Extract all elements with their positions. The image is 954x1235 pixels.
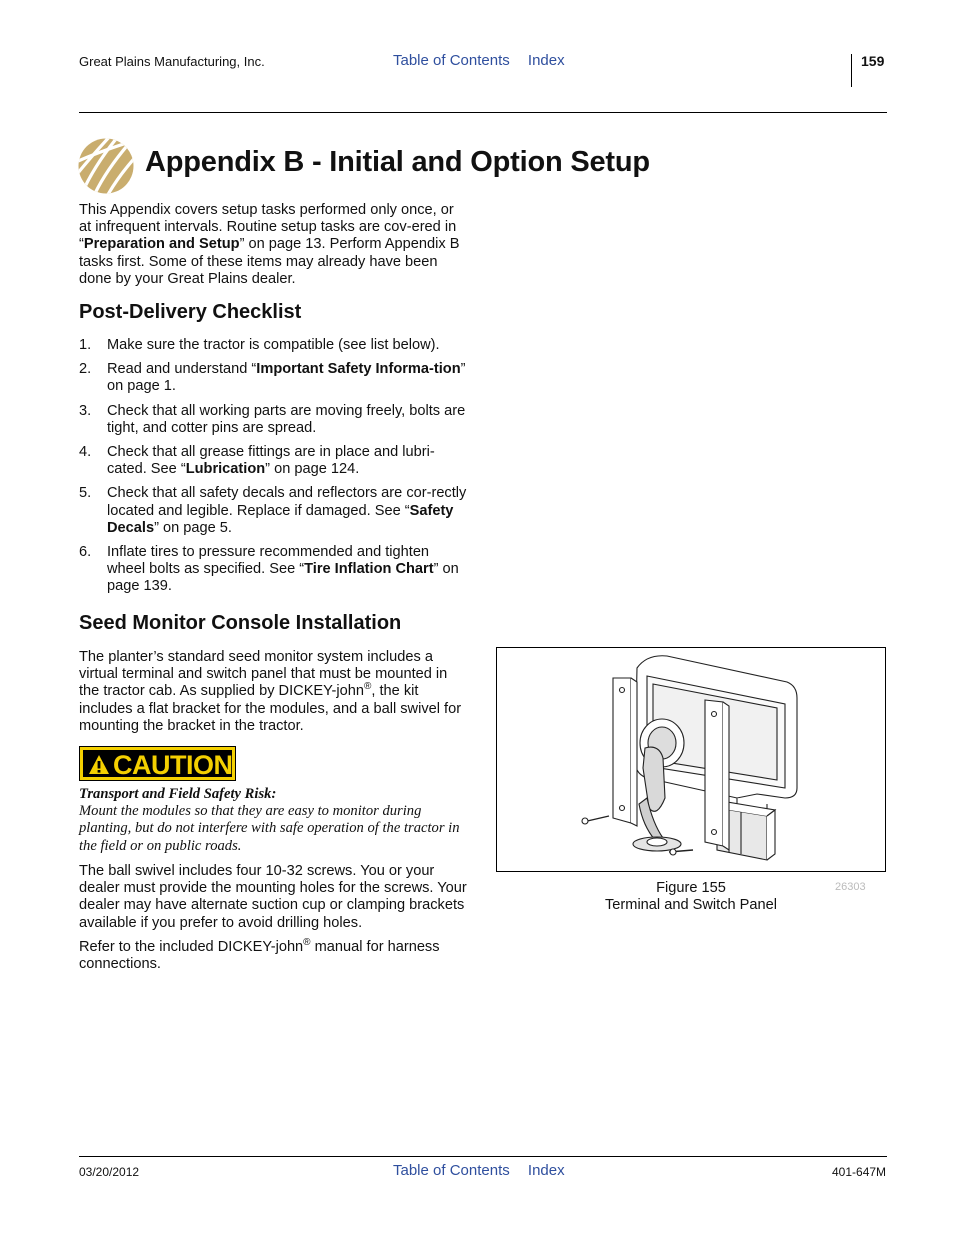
step-text-post: ” on page 1. bbox=[107, 361, 466, 395]
caution-label bbox=[79, 746, 236, 781]
footer-rule bbox=[79, 1156, 887, 1157]
warning-triangle-icon bbox=[88, 754, 110, 776]
footer-nav bbox=[393, 1162, 579, 1179]
figure-id: 26303 bbox=[835, 881, 866, 893]
step-number: 1. bbox=[79, 337, 92, 353]
intro-xref[interactable]: Preparation and Setup bbox=[83, 236, 240, 253]
seed-monitor-paragraph-1 bbox=[79, 649, 469, 735]
step-number: 4. bbox=[79, 444, 92, 461]
step-text-post: ” on page 139. bbox=[107, 561, 459, 595]
step-text: Check that all grease fittings are in place and lubri-cated. See “ bbox=[107, 444, 435, 478]
footer-index-link[interactable]: Index bbox=[527, 1162, 565, 1179]
list-item bbox=[79, 361, 469, 395]
header-rule bbox=[79, 112, 887, 113]
intro-paragraph bbox=[79, 202, 469, 288]
checklist-heading: Post-Delivery Checklist bbox=[79, 301, 302, 323]
terminal-and-switch-panel-illustration bbox=[497, 648, 885, 871]
caution-word: CAUTION bbox=[113, 750, 233, 780]
p3-text-a: Refer to the included DICKEY-john bbox=[79, 939, 304, 955]
step-xref[interactable]: Safety Decals bbox=[107, 502, 454, 536]
step-number: 5. bbox=[79, 485, 92, 502]
figure-frame bbox=[496, 647, 886, 872]
step-number: 2. bbox=[79, 361, 92, 378]
step-text: Inflate tires to pressure recommended and tighten wheel bolts as specified. See “ bbox=[107, 544, 430, 578]
header-toc-link[interactable]: Table of Contents bbox=[393, 52, 510, 69]
footer-doc-number: 401-647M bbox=[832, 1165, 887, 1179]
step-text-post: ” on page 124. bbox=[265, 461, 360, 478]
list-item bbox=[79, 403, 469, 437]
registered-mark: ® bbox=[364, 681, 372, 693]
step-text-post: ” on page 5. bbox=[154, 519, 232, 536]
header-nav bbox=[393, 52, 579, 69]
caution-text: Mount the modules so that they are easy to monitor during planting, but do not interfere with safe operation of the tractor in the field or on public roads. bbox=[79, 803, 460, 854]
header-index-link[interactable]: Index bbox=[527, 52, 565, 69]
list-item bbox=[79, 337, 469, 354]
great-plains-logo-icon bbox=[78, 138, 134, 194]
figure-number: Figure 155 bbox=[656, 880, 726, 896]
intro-text-2: ” on page 13. Perform Appendix B tasks first. Some of these items may already have been done by your Great Plains dealer. bbox=[79, 236, 460, 287]
seed-monitor-heading: Seed Monitor Console Installation bbox=[79, 612, 402, 634]
step-text: Check that all working parts are moving freely, bolts are tight, and cotter pins are spread. bbox=[107, 402, 466, 436]
caution-message bbox=[79, 786, 469, 855]
step-number: 3. bbox=[79, 402, 92, 419]
caution-title: Transport and Field Safety Risk: bbox=[79, 786, 277, 802]
footer-date: 03/20/2012 bbox=[79, 1165, 140, 1179]
step-text: Make sure the tractor is compatible (see list below). bbox=[107, 337, 440, 353]
checklist-list bbox=[79, 337, 469, 596]
company-name: Great Plains Manufacturing, Inc. bbox=[79, 54, 265, 69]
page-title: Appendix B - Initial and Option Setup bbox=[145, 146, 650, 178]
p1-text-a: The planter’s standard seed monitor system includes a virtual terminal and switch panel that must be mounted in the tractor cab. As supplied by DICKEY-john bbox=[79, 649, 448, 700]
page-number-divider bbox=[851, 54, 852, 87]
step-xref[interactable]: Lubrication bbox=[185, 461, 266, 478]
step-number: 6. bbox=[79, 544, 92, 561]
intro-text-1: This Appendix covers setup tasks performed only once, or at infrequent intervals. Routine setup tasks are cov-ered in “ bbox=[79, 202, 457, 253]
p1-text-b: , the kit includes a flat bracket for the modules, and a ball swivel for mounting the bracket in the tractor. bbox=[79, 683, 462, 734]
seed-monitor-paragraph-3 bbox=[79, 939, 469, 973]
list-item bbox=[79, 544, 469, 596]
step-text: Check that all safety decals and reflectors are cor-rectly located and legible. Replace if damaged. See “ bbox=[107, 485, 467, 519]
p3-text-b: manual for harness connections. bbox=[79, 939, 440, 973]
step-text: Read and understand “ bbox=[107, 361, 257, 378]
figure-title: Terminal and Switch Panel bbox=[605, 897, 777, 914]
registered-mark: ® bbox=[303, 937, 311, 949]
list-item bbox=[79, 444, 469, 478]
step-xref[interactable]: Important Safety Informa-tion bbox=[256, 361, 461, 378]
figure-caption bbox=[496, 880, 886, 914]
seed-monitor-paragraph-2: The ball swivel includes four 10-32 screws. You or your dealer must provide the mounting holes for the screws. Your dealer may have alternate suction cup or clamping brackets available if you prefer to avoid drilling holes. bbox=[79, 863, 467, 931]
footer-toc-link[interactable]: Table of Contents bbox=[393, 1162, 510, 1179]
page-number: 159 bbox=[861, 53, 885, 69]
list-item bbox=[79, 485, 469, 537]
step-xref[interactable]: Tire Inflation Chart bbox=[304, 561, 434, 578]
